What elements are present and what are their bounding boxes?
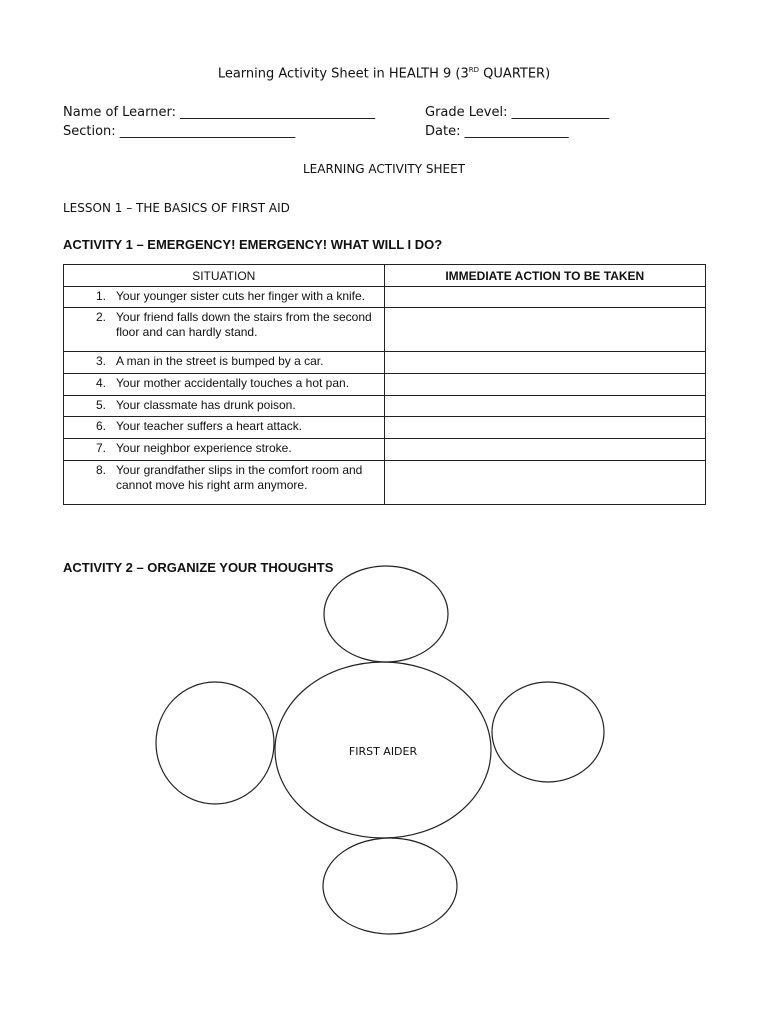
situation-text: Your teacher suffers a heart attack. xyxy=(116,419,303,433)
situation-text: Your neighbor experience stroke. xyxy=(116,441,292,455)
title-superscript: RD xyxy=(468,66,480,74)
column-header-action: IMMEDIATE ACTION TO BE TAKEN xyxy=(384,265,705,287)
action-answer-cell[interactable] xyxy=(384,439,705,461)
row-number: 6. xyxy=(95,419,106,433)
situation-text: Your classmate has drunk poison. xyxy=(116,398,296,412)
situation-text: Your grandfather slips in the comfort room and cannot move his right arm anymore. xyxy=(116,463,363,492)
action-answer-cell[interactable] xyxy=(384,287,705,308)
title-main: Learning Activity Sheet in HEALTH 9 (3 xyxy=(217,66,469,82)
activity-1-table xyxy=(63,264,706,505)
activity-1-title: ACTIVITY 1 – EMERGENCY! EMERGENCY! WHAT WILL I DO? xyxy=(63,237,443,252)
sheet-heading: LEARNING ACTIVITY SHEET xyxy=(302,162,466,176)
row-number: 5. xyxy=(95,398,106,412)
row-number: 4. xyxy=(95,376,106,390)
lesson-heading: LESSON 1 – THE BASICS OF FIRST AID xyxy=(63,201,290,215)
activity-2-title: ACTIVITY 2 – ORGANIZE YOUR THOUGHTS xyxy=(63,560,334,575)
grade-level-field[interactable]: Grade Level: _______________ xyxy=(425,105,610,120)
table-row xyxy=(64,287,706,308)
situation-text: A man in the street is bumped by a car. xyxy=(116,354,324,368)
first-aider-label: FIRST AIDER xyxy=(348,745,418,758)
column-header-situation: SITUATION xyxy=(64,265,385,287)
date-field[interactable]: Date: ________________ xyxy=(425,124,569,139)
table-row xyxy=(64,308,706,352)
right-thought-circle[interactable] xyxy=(492,682,604,782)
action-answer-cell[interactable] xyxy=(384,461,705,505)
row-number: 3. xyxy=(95,354,106,368)
organize-thoughts-diagram xyxy=(0,560,768,960)
table-header-row xyxy=(64,265,706,287)
section-field[interactable]: Section: ___________________________ xyxy=(63,124,296,139)
document-title xyxy=(0,66,768,81)
table-row xyxy=(64,439,706,461)
row-number: 7. xyxy=(95,441,106,455)
table-row xyxy=(64,417,706,439)
action-answer-cell[interactable] xyxy=(384,374,705,396)
table-row xyxy=(64,396,706,417)
situation-text: Your younger sister cuts her finger with a knife. xyxy=(116,289,366,303)
table-row xyxy=(64,461,706,505)
situation-text: Your friend falls down the stairs from the second floor and can hardly stand. xyxy=(116,310,372,339)
table-row xyxy=(64,352,706,374)
table-row xyxy=(64,374,706,396)
action-answer-cell[interactable] xyxy=(384,308,705,352)
action-answer-cell[interactable] xyxy=(384,417,705,439)
situation-text: Your mother accidentally touches a hot pan. xyxy=(116,376,350,390)
row-number: 2. xyxy=(95,310,106,324)
name-of-learner-field[interactable]: Name of Learner: ______________________________ xyxy=(63,105,376,120)
title-end: QUARTER) xyxy=(479,66,551,82)
row-number: 1. xyxy=(95,289,106,303)
left-thought-circle[interactable] xyxy=(156,682,274,804)
top-thought-circle[interactable] xyxy=(324,566,448,662)
action-answer-cell[interactable] xyxy=(384,352,705,374)
action-answer-cell[interactable] xyxy=(384,396,705,417)
row-number: 8. xyxy=(95,463,106,477)
bottom-thought-circle[interactable] xyxy=(323,838,457,934)
